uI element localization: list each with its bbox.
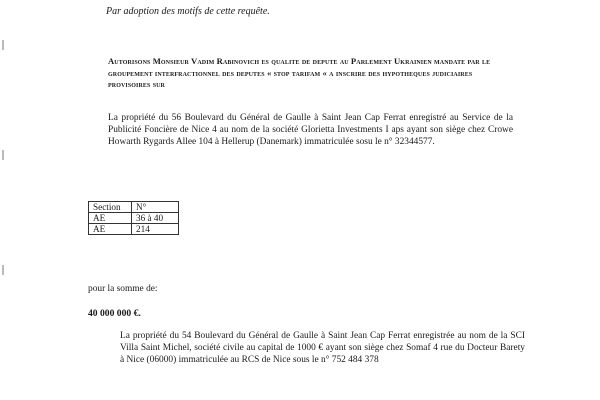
table-cell-section: AE bbox=[89, 213, 132, 224]
table-cell-section: AE bbox=[89, 224, 132, 235]
property-paragraph-2: La propriété du 54 Boulevard du Général de Gaulle à Saint Jean Cap Ferrat enregistrée au nom de la SCI Villa Saint Michel, société civile au capital de 1000 € ayant son siège chez Somaf 4 rue du Docteur Barety à Nice (06000) immatriculée au RCS de Nice sous le n° 752 484 378 bbox=[120, 331, 525, 365]
table-row bbox=[89, 213, 179, 224]
header-cell-section: Section bbox=[89, 202, 132, 213]
table-cell-number: 36 à 40 bbox=[132, 213, 179, 224]
scan-edge-mark bbox=[2, 40, 4, 50]
cadastre-table bbox=[88, 201, 179, 235]
table-row bbox=[89, 224, 179, 235]
header-cell-number: N° bbox=[132, 202, 179, 213]
scan-edge-mark bbox=[2, 265, 4, 275]
scan-edge-mark bbox=[2, 150, 4, 160]
property-paragraph-1: La propriété du 56 Boulevard du Général de Gaulle à Saint Jean Cap Ferrat enregistré au Service de la Publicité Foncière de Nice 4 au nom de la société Glorietta Investments I aps ayant son siège chez Crowe Howarth Rygards Allee 104 à Hellerup (Danemark) immatriculée sosu le n° 32344577. bbox=[108, 113, 513, 147]
table-header-row bbox=[89, 202, 179, 213]
amount-value: 40 000 000 €. bbox=[88, 308, 141, 319]
table-cell-number: 214 bbox=[132, 224, 179, 235]
intro-line: Par adoption des motifs de cette requête. bbox=[106, 6, 270, 17]
sum-label: pour la somme de: bbox=[88, 284, 158, 294]
authorization-heading: Autorisons Monsieur Vadim Rabinovich es qualite de depute au Parlement Ukrainien mandate par le groupement interfractionnel des deputes « stop tarifam « a inscrire des hypotheques judiciaires provisoires sur bbox=[108, 56, 491, 89]
